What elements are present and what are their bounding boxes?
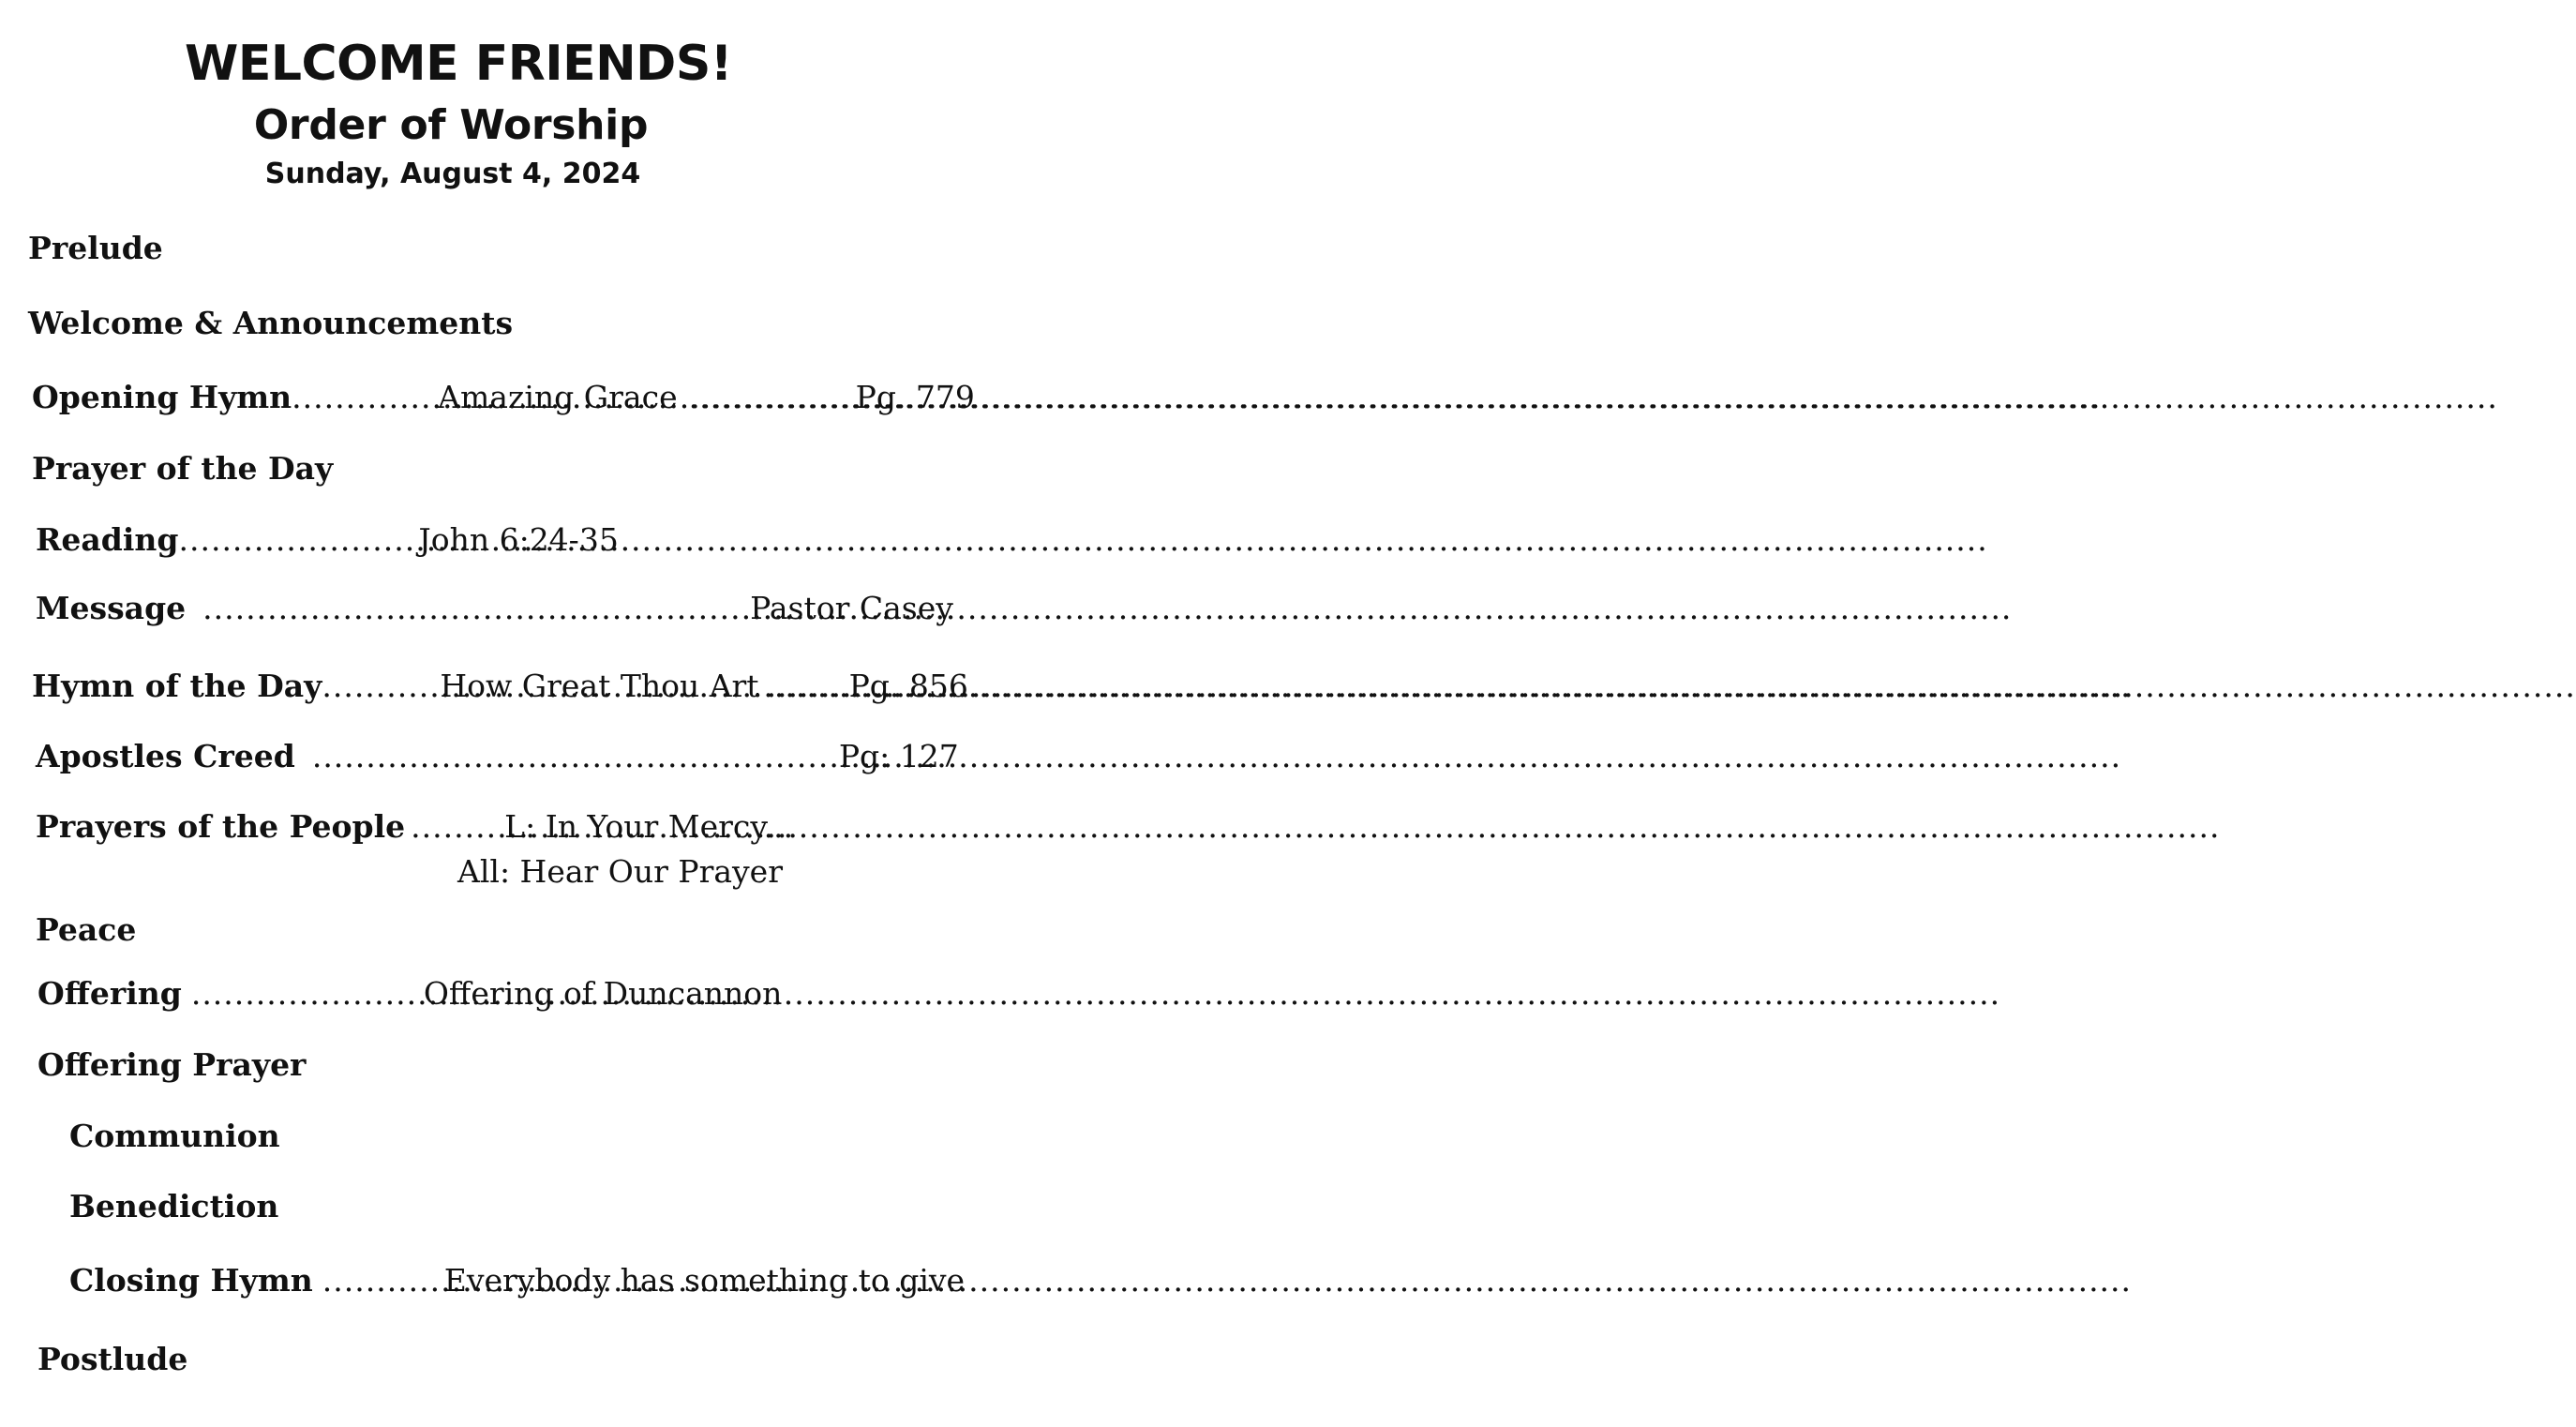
dot-leader — [292, 379, 430, 415]
list-item — [36, 808, 793, 849]
item-label: Communion — [69, 1118, 280, 1154]
item-label: Reading — [36, 521, 179, 558]
list-item — [28, 230, 163, 271]
dot-leader — [689, 379, 846, 415]
list-item — [36, 911, 136, 953]
item-label: Prayer of the Day — [32, 450, 334, 487]
list-item — [37, 1046, 306, 1088]
item-label: Peace — [36, 911, 137, 948]
list-item — [36, 590, 953, 631]
item-value: L: In Your Mercy... — [504, 808, 794, 845]
item-label: Benediction — [69, 1188, 279, 1224]
item-value: Offering of Duncannon — [423, 975, 783, 1012]
item-label: Apostles Creed — [36, 738, 295, 774]
page-title: WELCOME FRIENDS! — [184, 36, 733, 92]
list-item — [69, 1262, 965, 1303]
service-date: Sunday, August 4, 2024 — [264, 158, 641, 190]
dot-leader — [322, 668, 438, 704]
item-value: Amazing Grace — [438, 379, 678, 415]
item-label: Offering — [37, 975, 182, 1012]
dot-leader — [767, 668, 846, 704]
item-value: Pastor Casey — [750, 590, 953, 626]
item-label: Opening Hymn — [32, 379, 292, 415]
item-label: Postlude — [37, 1341, 188, 1377]
item-label: Prayers of the People — [36, 808, 406, 845]
list-item — [36, 521, 619, 563]
item-value: How Great Thou Art — [440, 668, 759, 704]
dot-leader — [178, 521, 409, 558]
list-item — [37, 1341, 187, 1382]
item-label: Offering Prayer — [37, 1046, 307, 1083]
dot-leader — [202, 590, 744, 626]
item-value: John 6:24-35 — [418, 521, 619, 558]
list-item — [32, 379, 975, 420]
item-label: Welcome & Announcements — [28, 305, 514, 341]
dot-leader — [191, 975, 409, 1012]
hymn-page: Pg. 779 — [855, 379, 975, 415]
dot-leader — [312, 738, 833, 774]
list-item — [69, 1118, 280, 1159]
list-item — [32, 668, 968, 709]
item-value-response: All: Hear Our Prayer — [457, 853, 783, 890]
item-value: Pg: 127 — [838, 738, 959, 774]
list-item — [36, 738, 959, 779]
dot-leader — [322, 1262, 426, 1299]
order-of-worship-heading: Order of Worship — [253, 101, 649, 149]
item-label: Closing Hymn — [69, 1262, 313, 1299]
item-label: Message — [36, 590, 187, 626]
list-item — [32, 450, 333, 491]
item-label: Hymn of the Day — [32, 668, 322, 704]
item-value: Everybody has something to give — [443, 1262, 966, 1299]
list-item — [69, 1188, 278, 1229]
dot-leader — [411, 808, 493, 845]
list-item — [37, 975, 782, 1016]
hymn-page: Pg. 856 — [848, 668, 968, 704]
item-label: Prelude — [28, 230, 163, 266]
list-item — [28, 305, 513, 346]
